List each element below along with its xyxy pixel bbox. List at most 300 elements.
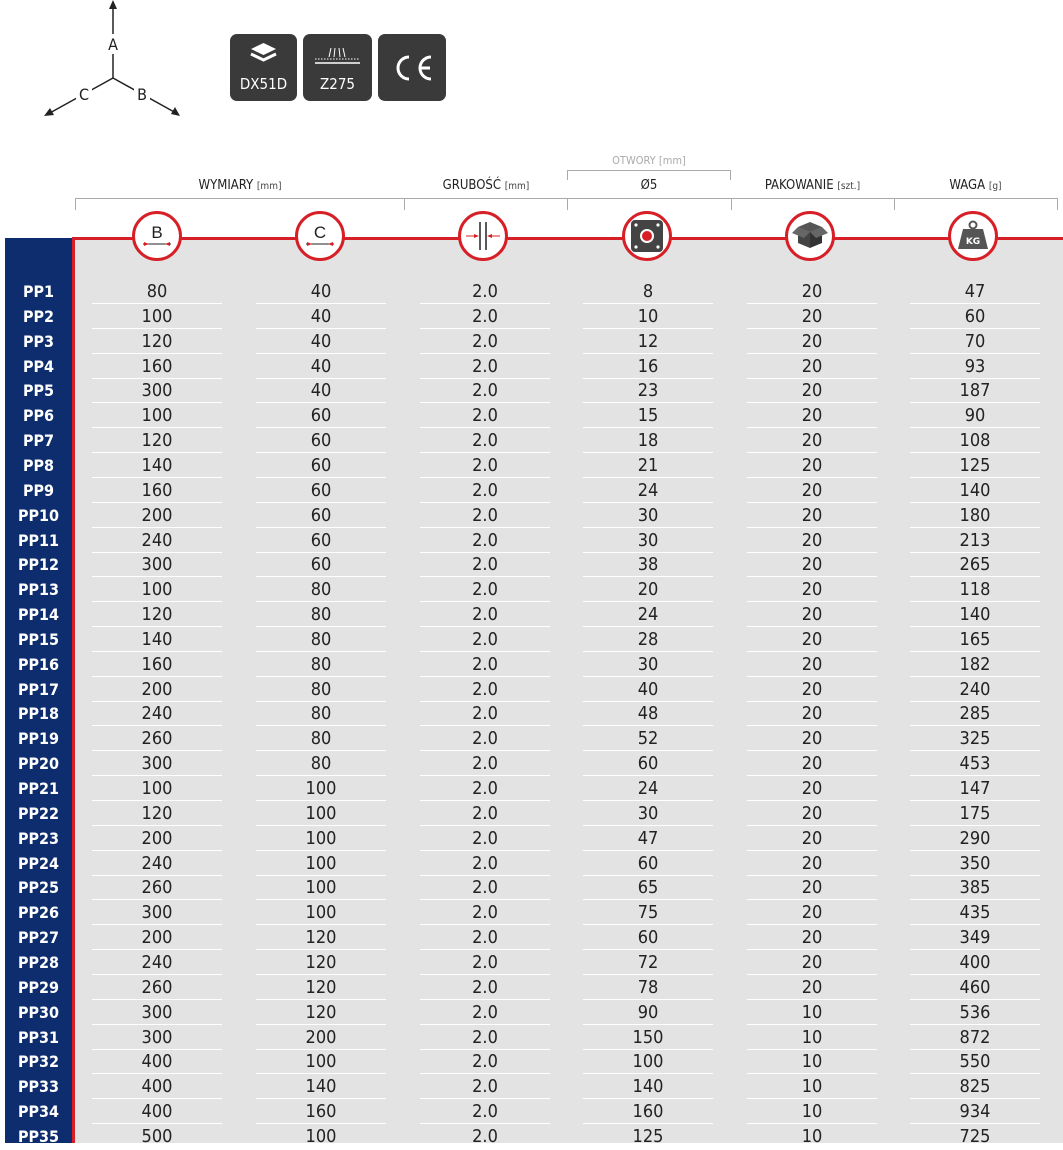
product-code: PP8	[22, 455, 55, 475]
thickness-cell: 2.0	[472, 330, 498, 352]
row-divider	[92, 1073, 222, 1074]
row-divider	[747, 651, 877, 652]
table-row	[0, 802, 1063, 827]
table-row	[0, 727, 1063, 752]
row-divider	[747, 502, 877, 503]
thickness-cell: 2.0	[472, 653, 498, 675]
material-badge-label: DX51D	[239, 75, 288, 93]
hole-size-cell: 60	[637, 852, 659, 874]
dim-c-cell: 40	[310, 281, 332, 302]
row-divider	[420, 999, 550, 1000]
dim-b-cell: 400	[141, 1076, 173, 1098]
row-divider	[92, 800, 222, 801]
row-divider	[747, 626, 877, 627]
packing-cell: 20	[801, 802, 823, 824]
dim-c-cell: 80	[310, 579, 332, 601]
row-divider	[747, 1024, 877, 1025]
row-divider	[747, 725, 877, 726]
weight-cell: 350	[959, 852, 991, 874]
row-divider	[92, 552, 222, 553]
row-divider	[92, 676, 222, 677]
row-divider	[256, 974, 386, 975]
dim-c-cell: 60	[310, 529, 332, 551]
product-code: PP29	[17, 977, 60, 997]
row-divider	[910, 651, 1040, 652]
dimensions-header-label: WYMIARY	[198, 178, 254, 193]
dim-c-cell: 140	[305, 1076, 337, 1098]
weight-cell: 435	[959, 902, 991, 924]
table-row	[0, 404, 1063, 429]
packing-cell: 20	[801, 305, 823, 327]
row-divider	[910, 924, 1040, 925]
row-divider	[910, 303, 1040, 304]
dim-b-cell: 200	[141, 678, 173, 700]
thickness-cell: 2.0	[472, 1101, 498, 1123]
dim-c-cell: 80	[310, 628, 332, 650]
row-divider	[256, 626, 386, 627]
thickness-cell: 2.0	[472, 927, 498, 949]
thickness-cell: 2.0	[472, 1001, 498, 1023]
axis-label-a: A	[108, 35, 118, 54]
dim-b-cell: 140	[141, 628, 173, 650]
row-divider	[420, 825, 550, 826]
dim-c-cell: 80	[310, 604, 332, 626]
packing-cell: 20	[801, 479, 823, 501]
row-divider	[256, 552, 386, 553]
row-divider	[256, 701, 386, 702]
hole-size-cell: 65	[637, 877, 659, 899]
row-divider	[92, 1098, 222, 1099]
row-divider	[256, 651, 386, 652]
packing-cell: 20	[801, 330, 823, 352]
weight-cell: 180	[959, 504, 991, 526]
table-row	[0, 926, 1063, 951]
weight-cell: 108	[959, 430, 991, 452]
row-divider	[92, 949, 222, 950]
dim-c-cell: 60	[310, 554, 332, 576]
dim-b-cell: 300	[141, 1001, 173, 1023]
row-divider	[747, 601, 877, 602]
hole-size-cell: 30	[637, 653, 659, 675]
thickness-cell: 2.0	[472, 579, 498, 601]
dim-c-cell: 60	[310, 454, 332, 476]
product-code: PP22	[17, 803, 60, 823]
row-divider	[420, 1049, 550, 1050]
packing-cell: 20	[801, 753, 823, 775]
weight-cell: 60	[964, 305, 986, 327]
row-divider	[747, 825, 877, 826]
dim-c-cell: 100	[305, 1051, 337, 1073]
thickness-cell: 2.0	[472, 678, 498, 700]
product-code: PP35	[17, 1126, 60, 1146]
dim-b-cell: 120	[141, 330, 173, 352]
row-divider	[910, 999, 1040, 1000]
row-divider	[256, 1073, 386, 1074]
product-code: PP16	[17, 654, 60, 674]
thickness-cell: 2.0	[472, 479, 498, 501]
row-divider	[583, 427, 713, 428]
row-divider	[910, 1073, 1040, 1074]
dim-b-cell: 120	[141, 604, 173, 626]
hole-size-cell: 100	[632, 1051, 664, 1073]
product-code: PP20	[17, 754, 60, 774]
row-divider	[420, 949, 550, 950]
dim-c-cell: 160	[305, 1101, 337, 1123]
weight-cell: 90	[964, 405, 986, 427]
weight-cell: 290	[959, 827, 991, 849]
row-divider	[583, 800, 713, 801]
product-code: PP4	[22, 356, 55, 376]
dimensions-header-unit: [mm]	[256, 181, 282, 192]
packing-header-label: PAKOWANIE	[764, 178, 834, 193]
dim-c-cell: 120	[305, 927, 337, 949]
row-divider	[92, 502, 222, 503]
weight-cell: 47	[964, 281, 986, 302]
thickness-cell: 2.0	[472, 1125, 498, 1147]
row-divider	[256, 576, 386, 577]
row-divider	[910, 328, 1040, 329]
packing-cell: 20	[801, 355, 823, 377]
row-divider	[747, 477, 877, 478]
hole-size-cell: 30	[637, 802, 659, 824]
dim-b-cell: 100	[141, 305, 173, 327]
hole-size-cell: 125	[632, 1125, 664, 1147]
row-divider	[420, 353, 550, 354]
table-row	[0, 1026, 1063, 1051]
dim-b-cell: 120	[141, 430, 173, 452]
dim-b-cell: 200	[141, 504, 173, 526]
row-divider	[747, 701, 877, 702]
product-code: PP11	[17, 530, 60, 550]
row-divider	[256, 850, 386, 851]
table-row	[0, 379, 1063, 404]
row-divider	[92, 378, 222, 379]
row-divider	[910, 527, 1040, 528]
dim-c-cell: 80	[310, 753, 332, 775]
row-divider	[256, 502, 386, 503]
table-row	[0, 876, 1063, 901]
row-divider	[583, 626, 713, 627]
dim-c-cell: 100	[305, 877, 337, 899]
row-divider	[92, 303, 222, 304]
thickness-cell: 2.0	[472, 753, 498, 775]
dim-b-cell: 240	[141, 529, 173, 551]
product-code: PP25	[17, 878, 60, 898]
row-divider	[92, 626, 222, 627]
row-divider	[256, 949, 386, 950]
thickness-cell: 2.0	[472, 877, 498, 899]
packing-cell: 20	[801, 579, 823, 601]
packing-cell: 10	[801, 1125, 823, 1147]
dim-c-cell: 100	[305, 802, 337, 824]
row-divider	[910, 378, 1040, 379]
dim-b-cell: 500	[141, 1125, 173, 1147]
table-row	[0, 628, 1063, 653]
hole-size-cell: 78	[637, 976, 659, 998]
product-code: PP31	[17, 1027, 60, 1047]
weight-cell: 285	[959, 703, 991, 725]
row-divider	[420, 527, 550, 528]
dim-b-cell: 400	[141, 1101, 173, 1123]
row-divider	[910, 676, 1040, 677]
thickness-cell: 2.0	[472, 827, 498, 849]
packing-header-unit: [szt.]	[837, 181, 861, 192]
row-divider	[420, 974, 550, 975]
row-divider	[256, 800, 386, 801]
row-divider	[420, 303, 550, 304]
packing-cell: 20	[801, 703, 823, 725]
row-divider	[92, 477, 222, 478]
product-code: PP15	[17, 629, 60, 649]
row-divider	[583, 1024, 713, 1025]
row-divider	[583, 999, 713, 1000]
row-divider	[420, 1073, 550, 1074]
row-divider	[747, 1073, 877, 1074]
row-divider	[747, 800, 877, 801]
dim-c-cell: 60	[310, 504, 332, 526]
product-code: PP14	[17, 605, 60, 625]
row-divider	[256, 1049, 386, 1050]
row-divider	[583, 974, 713, 975]
hole-size-cell: 30	[637, 529, 659, 551]
hole-size-cell: 38	[637, 554, 659, 576]
hole-size-cell: 8	[642, 281, 654, 302]
row-divider	[747, 328, 877, 329]
thickness-cell: 2.0	[472, 628, 498, 650]
table-row	[0, 305, 1063, 330]
row-divider	[747, 427, 877, 428]
product-code: PP30	[17, 1002, 60, 1022]
dim-c-cell: 40	[310, 355, 332, 377]
product-code: PP27	[17, 928, 60, 948]
packing-cell: 20	[801, 678, 823, 700]
thickness-header-unit: [mm]	[504, 181, 530, 192]
weight-cell: 213	[959, 529, 991, 551]
table-row	[0, 280, 1063, 305]
packing-cell: 20	[801, 976, 823, 998]
thickness-cell: 2.0	[472, 554, 498, 576]
weight-cell: 453	[959, 753, 991, 775]
hole-size-cell: 60	[637, 753, 659, 775]
dim-c-cell: 100	[305, 852, 337, 874]
thickness-cell: 2.0	[472, 728, 498, 750]
dim-b-cell: 260	[141, 976, 173, 998]
hole-size-cell: 160	[632, 1101, 664, 1123]
product-code: PP7	[22, 431, 55, 451]
row-divider	[420, 750, 550, 751]
row-divider	[256, 725, 386, 726]
row-divider	[910, 1123, 1040, 1124]
hole-size-header: Ø5	[640, 178, 658, 193]
row-divider	[256, 825, 386, 826]
row-divider	[583, 1098, 713, 1099]
row-divider	[420, 800, 550, 801]
row-divider	[583, 725, 713, 726]
row-divider	[420, 502, 550, 503]
packing-cell: 20	[801, 529, 823, 551]
dim-b-cell: 240	[141, 852, 173, 874]
dim-c-cell: 80	[310, 703, 332, 725]
row-divider	[256, 999, 386, 1000]
row-divider	[420, 1024, 550, 1025]
row-divider	[256, 1123, 386, 1124]
row-divider	[256, 875, 386, 876]
row-divider	[92, 899, 222, 900]
row-divider	[747, 924, 877, 925]
row-divider	[420, 452, 550, 453]
row-divider	[420, 725, 550, 726]
weight-cell: 349	[959, 927, 991, 949]
table-row	[0, 827, 1063, 852]
row-divider	[420, 701, 550, 702]
dim-b-cell: 300	[141, 554, 173, 576]
row-divider	[92, 875, 222, 876]
row-divider	[420, 924, 550, 925]
table-row	[0, 901, 1063, 926]
product-code: PP10	[17, 505, 60, 525]
thickness-cell: 2.0	[472, 380, 498, 402]
weight-cell: 118	[959, 579, 991, 601]
axis-label-c: C	[78, 85, 90, 104]
row-divider	[256, 328, 386, 329]
hole-size-cell: 20	[637, 579, 659, 601]
row-divider	[910, 626, 1040, 627]
table-row	[0, 504, 1063, 529]
row-divider	[910, 725, 1040, 726]
dim-c-cell: 60	[310, 479, 332, 501]
hole-size-cell: 23	[637, 380, 659, 402]
dim-c-cell: 100	[305, 778, 337, 799]
row-divider	[910, 552, 1040, 553]
row-divider	[420, 427, 550, 428]
row-divider	[910, 800, 1040, 801]
row-divider	[747, 378, 877, 379]
row-divider	[92, 328, 222, 329]
row-divider	[92, 601, 222, 602]
dim-c-cell: 100	[305, 827, 337, 849]
packing-cell: 20	[801, 504, 823, 526]
table-row	[0, 553, 1063, 578]
row-divider	[583, 825, 713, 826]
thickness-cell: 2.0	[472, 703, 498, 725]
packing-cell: 20	[801, 281, 823, 302]
dim-c-cell: 200	[305, 1026, 337, 1048]
table-row	[0, 479, 1063, 504]
table-row	[0, 777, 1063, 802]
row-divider	[256, 452, 386, 453]
row-divider	[583, 601, 713, 602]
row-divider	[747, 353, 877, 354]
weight-cell: 93	[964, 355, 986, 377]
row-divider	[910, 1049, 1040, 1050]
table-row	[0, 752, 1063, 777]
weight-cell: 182	[959, 653, 991, 675]
row-divider	[583, 850, 713, 851]
weight-cell: 140	[959, 479, 991, 501]
row-divider	[420, 601, 550, 602]
product-code: PP2	[22, 306, 55, 326]
table-row	[0, 702, 1063, 727]
weight-cell: 165	[959, 628, 991, 650]
weight-icon-label: KG	[965, 237, 981, 247]
weight-cell: 187	[959, 380, 991, 402]
row-divider	[583, 477, 713, 478]
row-divider	[583, 452, 713, 453]
row-divider	[92, 353, 222, 354]
dim-b-cell: 240	[141, 951, 173, 973]
packing-cell: 20	[801, 951, 823, 973]
row-divider	[747, 974, 877, 975]
weight-cell: 175	[959, 802, 991, 824]
product-code: PP23	[17, 828, 60, 848]
row-divider	[256, 303, 386, 304]
row-divider	[92, 725, 222, 726]
row-divider	[747, 1123, 877, 1124]
dim-b-cell: 160	[141, 479, 173, 501]
row-divider	[256, 402, 386, 403]
hole-size-cell: 18	[637, 430, 659, 452]
dim-c-cell: 60	[310, 405, 332, 427]
row-divider	[583, 924, 713, 925]
hole-size-cell: 90	[637, 1001, 659, 1023]
row-divider	[583, 775, 713, 776]
dim-c-cell: 40	[310, 380, 332, 402]
row-divider	[256, 750, 386, 751]
row-divider	[420, 899, 550, 900]
table-row	[0, 678, 1063, 703]
dim-b-cell: 200	[141, 927, 173, 949]
hole-size-cell: 48	[637, 703, 659, 725]
row-divider	[747, 676, 877, 677]
row-divider	[747, 850, 877, 851]
row-divider	[420, 1098, 550, 1099]
row-divider	[420, 1123, 550, 1124]
dim-b-cell: 80	[146, 281, 168, 302]
packing-cell: 20	[801, 628, 823, 650]
table-row	[0, 653, 1063, 678]
row-divider	[747, 750, 877, 751]
row-divider	[747, 303, 877, 304]
dim-b-cell: 400	[141, 1051, 173, 1073]
row-divider	[420, 576, 550, 577]
row-divider	[583, 750, 713, 751]
row-divider	[92, 750, 222, 751]
weight-header-label: WAGA	[949, 178, 986, 193]
hole-size-cell: 24	[637, 604, 659, 626]
packing-cell: 20	[801, 604, 823, 626]
weight-cell: 536	[959, 1001, 991, 1023]
thickness-cell: 2.0	[472, 778, 498, 799]
product-code: PP26	[17, 903, 60, 923]
row-divider	[910, 825, 1040, 826]
product-code: PP3	[22, 331, 55, 351]
dim-c-cell: 80	[310, 728, 332, 750]
weight-cell: 265	[959, 554, 991, 576]
thickness-cell: 2.0	[472, 430, 498, 452]
row-divider	[910, 850, 1040, 851]
row-divider	[256, 527, 386, 528]
row-divider	[747, 452, 877, 453]
packing-cell: 20	[801, 653, 823, 675]
row-divider	[583, 502, 713, 503]
row-divider	[910, 750, 1040, 751]
product-code: PP9	[22, 480, 55, 500]
dim-b-cell: 160	[141, 653, 173, 675]
row-divider	[910, 502, 1040, 503]
row-divider	[583, 875, 713, 876]
weight-cell: 460	[959, 976, 991, 998]
row-divider	[747, 552, 877, 553]
